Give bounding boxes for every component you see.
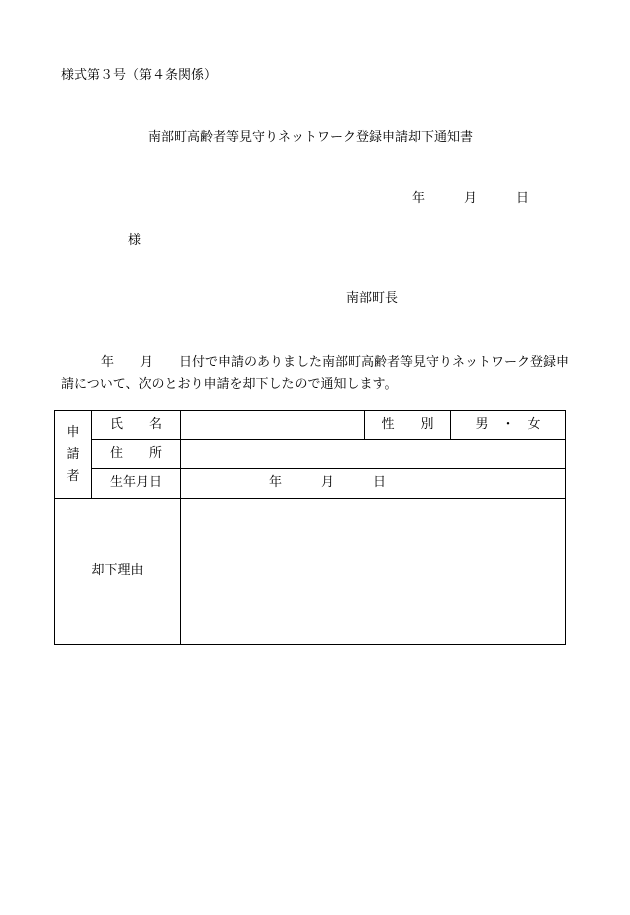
name-label: 氏 名 bbox=[92, 411, 181, 440]
issuer: 南部町長 bbox=[346, 291, 399, 306]
issue-date: 年 月 日 bbox=[412, 191, 530, 206]
applicant-label bbox=[55, 411, 92, 499]
gender-label: 性 別 bbox=[365, 411, 451, 440]
birthdate-label: 生年月日 bbox=[92, 469, 181, 499]
notice-body bbox=[61, 352, 576, 396]
birthdate-field[interactable] bbox=[181, 469, 566, 499]
applicant-label-char: 申 bbox=[66, 424, 80, 440]
birthdate-value: 年 月 日 bbox=[269, 475, 387, 491]
address-row bbox=[55, 440, 566, 469]
reason-field[interactable] bbox=[181, 499, 566, 645]
applicant-table bbox=[54, 410, 566, 645]
reason-row bbox=[55, 499, 566, 645]
name-row bbox=[55, 411, 566, 440]
form-number: 様式第３号（第４条関係） bbox=[61, 68, 218, 83]
applicant-label-char: 請 bbox=[66, 446, 80, 462]
addressee: 様 bbox=[128, 233, 142, 248]
address-field[interactable] bbox=[181, 440, 566, 469]
gender-options[interactable]: 男 ・ 女 bbox=[451, 411, 566, 440]
reason-label: 却下理由 bbox=[55, 499, 181, 645]
document-title: 南部町高齢者等見守りネットワーク登録申請却下通知書 bbox=[148, 130, 474, 145]
notice-body-text: 年 月 日付で申請のありました南部町高齢者等見守りネットワーク登録申請について、次のとおり申請を却下したので通知します。 bbox=[61, 355, 570, 392]
address-label: 住 所 bbox=[92, 440, 181, 469]
birthdate-row bbox=[55, 469, 566, 499]
applicant-label-char: 者 bbox=[66, 468, 80, 484]
name-field[interactable] bbox=[181, 411, 365, 440]
